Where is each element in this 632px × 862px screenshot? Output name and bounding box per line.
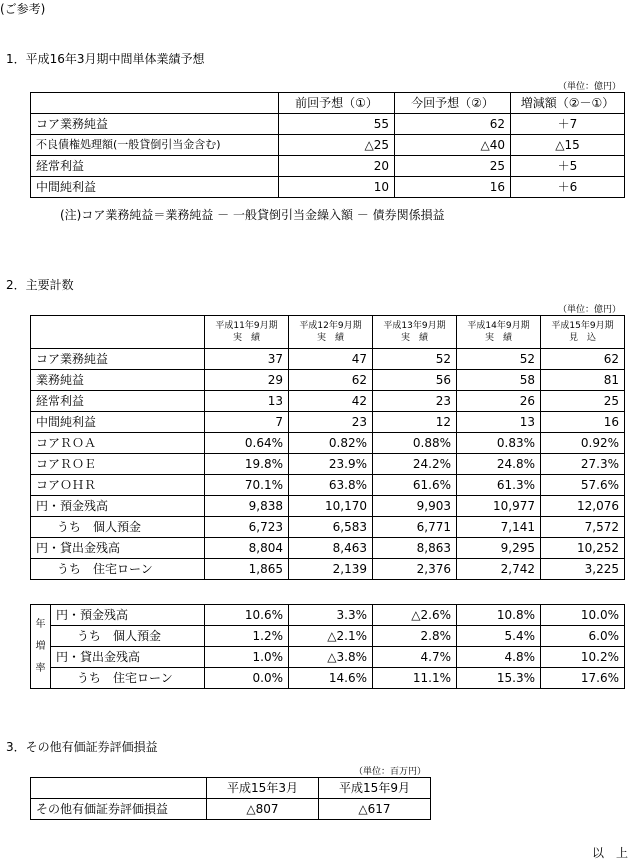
- section3-title: 3．その他有価証券評価損益: [6, 740, 158, 754]
- table-header-row: 平成15年3月 平成15年9月: [31, 778, 431, 799]
- growth-rate-table: [30, 604, 625, 689]
- table-row: その他有価証券評価損益 △807 △617: [31, 799, 431, 820]
- table-header-row: [31, 93, 625, 114]
- table-row: うち 住宅ローン 1,865 2,139 2,376 2,742 3,225: [31, 559, 625, 580]
- section2-unit: （単位：億円）: [558, 305, 622, 315]
- table-row: うち 住宅ローン 0.0% 14.6% 11.1% 15.3% 17.6%: [31, 668, 625, 689]
- table-row: 中間純利益 10 16 ＋6: [31, 177, 625, 198]
- table-row: 不良債権処理額(一般貸倒引当金含む) △25 △40 △15: [31, 135, 625, 156]
- table-row: 円・預金残高 9,838 10,170 9,903 10,977 12,076: [31, 496, 625, 517]
- table-row: 業務純益 29 62 56 58 81: [31, 370, 625, 391]
- securities-table: [30, 777, 431, 820]
- table-row: コアＲＯＡ 0.64% 0.82% 0.88% 0.83% 0.92%: [31, 433, 625, 454]
- table-row: コア業務純益 55 62 ＋7: [31, 114, 625, 135]
- section2-title: 2．主要計数: [6, 278, 74, 292]
- col-previous: 前回予想（①）: [279, 93, 395, 114]
- table-row: コアＲＯＥ 19.8% 23.9% 24.2% 24.8% 27.3%: [31, 454, 625, 475]
- table-row: 年 増 率 円・預金残高 10.6% 3.3% △2.6% 10.8% 10.0%: [31, 605, 625, 626]
- section3-unit: （単位：百万円）: [354, 767, 427, 777]
- table-row: 円・貸出金残高 1.0% △3.8% 4.7% 4.8% 10.2%: [31, 647, 625, 668]
- col-change: 増減額（②－①）: [511, 93, 625, 114]
- section1-title: 1．平成16年3月期中間単体業績予想: [6, 52, 205, 66]
- table-row: 円・貸出金残高 8,804 8,463 8,863 9,295 10,252: [31, 538, 625, 559]
- table-row: 経常利益 13 42 23 26 25: [31, 391, 625, 412]
- key-figures-table: [30, 315, 625, 580]
- closing-mark: 以 上: [592, 846, 629, 860]
- growth-rate-side-label: 年 増 率: [31, 605, 51, 689]
- table-row: 中間純利益 7 23 12 13 16: [31, 412, 625, 433]
- reference-note: (ご参考): [0, 2, 46, 16]
- forecast-table: [30, 92, 625, 198]
- table-header-row: 平成11年9月期 実 績 平成12年9月期 実 績 平成13年9月期 実 績 平成14年9月期 実 績 平成15年9月期 見 込: [31, 316, 625, 349]
- col-current: 今回予想（②）: [395, 93, 511, 114]
- table-row: コア業務純益 37 47 52 52 62: [31, 349, 625, 370]
- table-row: うち 個人預金 6,723 6,583 6,771 7,141 7,572: [31, 517, 625, 538]
- table-row: コアＯＨＲ 70.1% 63.8% 61.6% 61.3% 57.6%: [31, 475, 625, 496]
- table-row: 経常利益 20 25 ＋5: [31, 156, 625, 177]
- section1-unit: （単位：億円）: [558, 82, 622, 92]
- table-row: うち 個人預金 1.2% △2.1% 2.8% 5.4% 6.0%: [31, 626, 625, 647]
- section1-note: (注)コア業務純益＝業務純益 － 一般貸倒引当金繰入額 － 債券関係損益: [60, 208, 445, 222]
